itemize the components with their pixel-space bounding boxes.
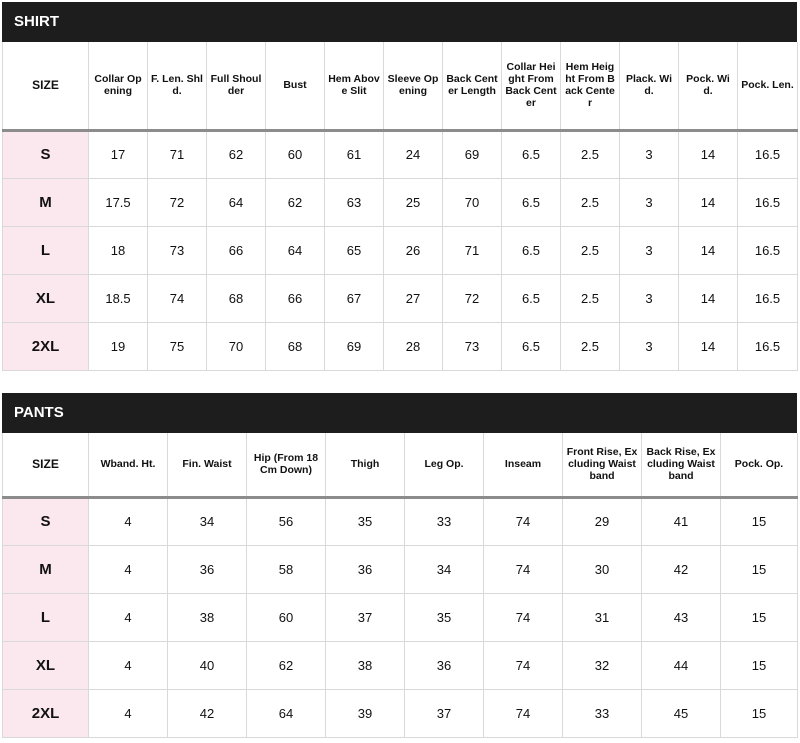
measurement-cell: 4 — [89, 593, 168, 641]
measurement-cell: 40 — [168, 641, 247, 689]
measurement-cell: 25 — [384, 178, 443, 226]
column-header: Wband. Ht. — [89, 433, 168, 497]
shirt-title: SHIRT — [2, 2, 797, 42]
measurement-cell: 2.5 — [561, 178, 620, 226]
column-header: Leg Op. — [405, 433, 484, 497]
measurement-cell: 14 — [679, 274, 738, 322]
measurement-cell: 15 — [721, 497, 798, 545]
measurement-cell: 74 — [484, 593, 563, 641]
measurement-cell: 68 — [266, 322, 325, 370]
measurement-cell: 14 — [679, 226, 738, 274]
measurement-cell: 74 — [148, 274, 207, 322]
column-header: Hem Height From Back Center — [561, 42, 620, 130]
shirt-header-row — [3, 42, 798, 130]
measurement-cell: 42 — [168, 689, 247, 737]
measurement-cell: 16.5 — [738, 130, 798, 178]
measurement-cell: 4 — [89, 641, 168, 689]
table-row — [3, 130, 798, 178]
measurement-cell: 2.5 — [561, 226, 620, 274]
measurement-cell: 31 — [563, 593, 642, 641]
measurement-cell: 56 — [247, 497, 326, 545]
measurement-cell: 2.5 — [561, 130, 620, 178]
measurement-cell: 14 — [679, 322, 738, 370]
column-header: SIZE — [3, 433, 89, 497]
measurement-cell: 3 — [620, 178, 679, 226]
table-row — [3, 593, 798, 641]
measurement-cell: 30 — [563, 545, 642, 593]
measurement-cell: 72 — [443, 274, 502, 322]
size-label: L — [3, 593, 89, 641]
table-row — [3, 497, 798, 545]
measurement-cell: 73 — [148, 226, 207, 274]
size-label: XL — [3, 274, 89, 322]
column-header: Sleeve Opening — [384, 42, 443, 130]
measurement-cell: 61 — [325, 130, 384, 178]
column-header: Pock. Wid. — [679, 42, 738, 130]
measurement-cell: 34 — [168, 497, 247, 545]
pants-header-row — [3, 433, 798, 497]
measurement-cell: 32 — [563, 641, 642, 689]
size-label: S — [3, 497, 89, 545]
measurement-cell: 15 — [721, 641, 798, 689]
measurement-cell: 16.5 — [738, 226, 798, 274]
size-label: L — [3, 226, 89, 274]
measurement-cell: 3 — [620, 274, 679, 322]
measurement-cell: 33 — [405, 497, 484, 545]
table-row — [3, 322, 798, 370]
size-label: 2XL — [3, 322, 89, 370]
measurement-cell: 71 — [148, 130, 207, 178]
measurement-cell: 62 — [247, 641, 326, 689]
table-row — [3, 178, 798, 226]
measurement-cell: 66 — [207, 226, 266, 274]
measurement-cell: 62 — [266, 178, 325, 226]
measurement-cell: 68 — [207, 274, 266, 322]
column-header: Full Shoulder — [207, 42, 266, 130]
measurement-cell: 24 — [384, 130, 443, 178]
measurement-cell: 74 — [484, 689, 563, 737]
measurement-cell: 15 — [721, 593, 798, 641]
measurement-cell: 14 — [679, 178, 738, 226]
measurement-cell: 4 — [89, 545, 168, 593]
column-header: Inseam — [484, 433, 563, 497]
measurement-cell: 37 — [405, 689, 484, 737]
measurement-cell: 3 — [620, 226, 679, 274]
column-header: Fin. Waist — [168, 433, 247, 497]
measurement-cell: 6.5 — [502, 322, 561, 370]
measurement-cell: 18 — [89, 226, 148, 274]
measurement-cell: 63 — [325, 178, 384, 226]
measurement-cell: 35 — [326, 497, 405, 545]
column-header: Pock. Op. — [721, 433, 798, 497]
measurement-cell: 60 — [266, 130, 325, 178]
column-header: Hem Above Slit — [325, 42, 384, 130]
table-row — [3, 274, 798, 322]
measurement-cell: 64 — [247, 689, 326, 737]
column-header: Hip (From 18 Cm Down) — [247, 433, 326, 497]
size-label: S — [3, 130, 89, 178]
measurement-cell: 64 — [266, 226, 325, 274]
measurement-cell: 36 — [405, 641, 484, 689]
shirt-size-table — [2, 42, 798, 371]
measurement-cell: 75 — [148, 322, 207, 370]
measurement-cell: 72 — [148, 178, 207, 226]
pants-size-table — [2, 433, 798, 738]
measurement-cell: 4 — [89, 689, 168, 737]
measurement-cell: 2.5 — [561, 322, 620, 370]
column-header: Front Rise, Excluding Waistband — [563, 433, 642, 497]
measurement-cell: 18.5 — [89, 274, 148, 322]
table-row — [3, 641, 798, 689]
measurement-cell: 70 — [207, 322, 266, 370]
measurement-cell: 27 — [384, 274, 443, 322]
measurement-cell: 73 — [443, 322, 502, 370]
pants-title: PANTS — [2, 393, 797, 433]
column-header: Thigh — [326, 433, 405, 497]
measurement-cell: 34 — [405, 545, 484, 593]
measurement-cell: 16.5 — [738, 322, 798, 370]
pants-section — [2, 393, 797, 738]
measurement-cell: 43 — [642, 593, 721, 641]
measurement-cell: 58 — [247, 545, 326, 593]
measurement-cell: 65 — [325, 226, 384, 274]
measurement-cell: 69 — [443, 130, 502, 178]
table-row — [3, 226, 798, 274]
measurement-cell: 69 — [325, 322, 384, 370]
measurement-cell: 17.5 — [89, 178, 148, 226]
measurement-cell: 6.5 — [502, 274, 561, 322]
measurement-cell: 67 — [325, 274, 384, 322]
measurement-cell: 70 — [443, 178, 502, 226]
measurement-cell: 28 — [384, 322, 443, 370]
measurement-cell: 6.5 — [502, 178, 561, 226]
measurement-cell: 14 — [679, 130, 738, 178]
size-label: XL — [3, 641, 89, 689]
size-label: 2XL — [3, 689, 89, 737]
measurement-cell: 15 — [721, 689, 798, 737]
measurement-cell: 45 — [642, 689, 721, 737]
measurement-cell: 42 — [642, 545, 721, 593]
size-label: M — [3, 545, 89, 593]
measurement-cell: 44 — [642, 641, 721, 689]
column-header: Pock. Len. — [738, 42, 798, 130]
measurement-cell: 15 — [721, 545, 798, 593]
measurement-cell: 62 — [207, 130, 266, 178]
measurement-cell: 36 — [326, 545, 405, 593]
measurement-cell: 2.5 — [561, 274, 620, 322]
size-label: M — [3, 178, 89, 226]
column-header: Collar Opening — [89, 42, 148, 130]
column-header: SIZE — [3, 42, 89, 130]
column-header: Plack. Wid. — [620, 42, 679, 130]
column-header: Bust — [266, 42, 325, 130]
table-row — [3, 545, 798, 593]
measurement-cell: 26 — [384, 226, 443, 274]
measurement-cell: 33 — [563, 689, 642, 737]
measurement-cell: 3 — [620, 130, 679, 178]
table-row — [3, 689, 798, 737]
shirt-section — [2, 2, 797, 371]
pants-table-body — [3, 497, 798, 737]
measurement-cell: 35 — [405, 593, 484, 641]
measurement-cell: 39 — [326, 689, 405, 737]
column-header: Collar Height From Back Center — [502, 42, 561, 130]
measurement-cell: 3 — [620, 322, 679, 370]
measurement-cell: 36 — [168, 545, 247, 593]
shirt-table-body — [3, 130, 798, 370]
measurement-cell: 41 — [642, 497, 721, 545]
measurement-cell: 60 — [247, 593, 326, 641]
measurement-cell: 38 — [326, 641, 405, 689]
column-header: Back Rise, Excluding Waistband — [642, 433, 721, 497]
measurement-cell: 16.5 — [738, 274, 798, 322]
measurement-cell: 6.5 — [502, 130, 561, 178]
measurement-cell: 29 — [563, 497, 642, 545]
measurement-cell: 74 — [484, 641, 563, 689]
measurement-cell: 19 — [89, 322, 148, 370]
measurement-cell: 71 — [443, 226, 502, 274]
measurement-cell: 74 — [484, 545, 563, 593]
measurement-cell: 6.5 — [502, 226, 561, 274]
measurement-cell: 16.5 — [738, 178, 798, 226]
measurement-cell: 38 — [168, 593, 247, 641]
measurement-cell: 4 — [89, 497, 168, 545]
measurement-cell: 74 — [484, 497, 563, 545]
measurement-cell: 37 — [326, 593, 405, 641]
column-header: Back Center Length — [443, 42, 502, 130]
measurement-cell: 64 — [207, 178, 266, 226]
column-header: F. Len. Shld. — [148, 42, 207, 130]
measurement-cell: 17 — [89, 130, 148, 178]
measurement-cell: 66 — [266, 274, 325, 322]
